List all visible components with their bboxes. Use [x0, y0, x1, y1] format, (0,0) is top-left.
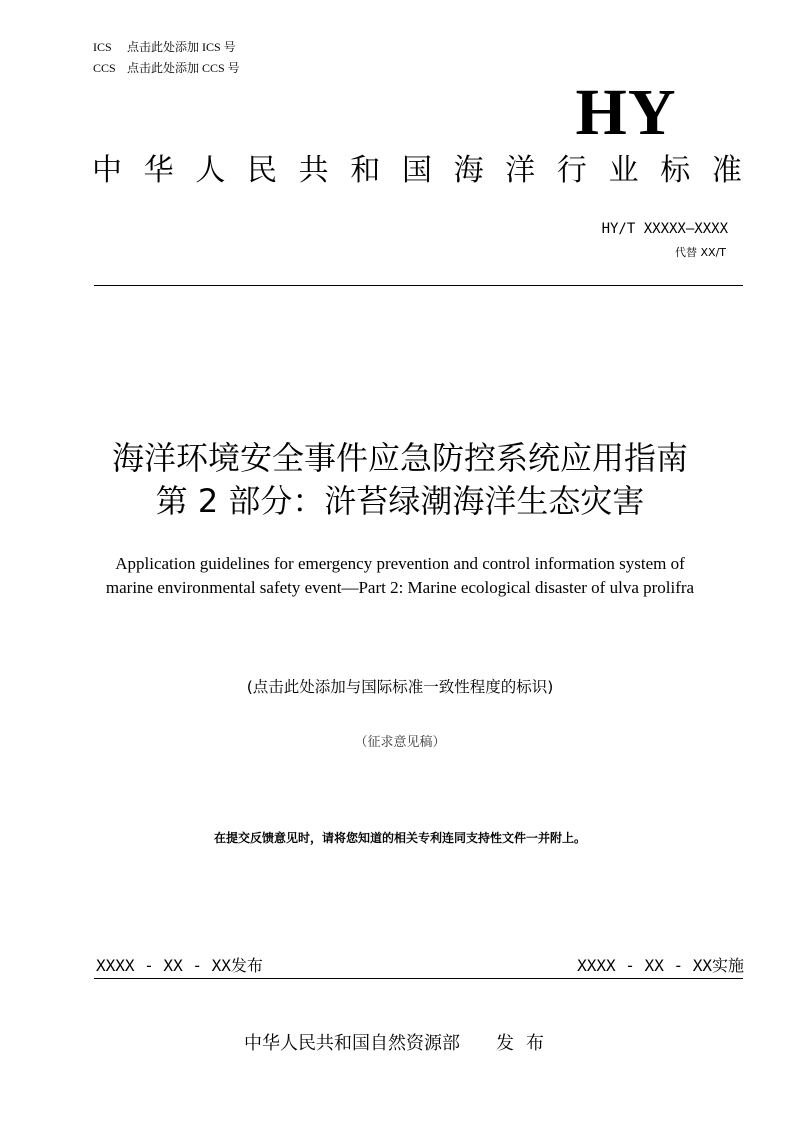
category-title-char: 海: [453, 153, 484, 188]
category-title-char: 准: [711, 153, 742, 188]
publisher-line: [0, 1032, 800, 1056]
standard-number: HY/T XXXXX—XXXX: [601, 221, 728, 237]
standard-category-title: [92, 153, 742, 189]
category-title-char: 人: [195, 153, 226, 188]
implement-date[interactable]: XXXX - XX - XX: [577, 956, 712, 975]
issue-date-line: [96, 955, 263, 977]
hy-logo: HY: [575, 76, 677, 149]
ccs-line: [93, 61, 240, 75]
draft-status: （征求意见稿）: [354, 735, 446, 750]
ics-label: ICS: [93, 40, 112, 54]
patent-feedback-notice: 在提交反馈意见时，请将您知道的相关专利连同支持性文件一并附上。: [213, 831, 586, 845]
header-divider: [94, 285, 743, 286]
publisher-name: 中华人民共和国自然资源部: [244, 1033, 460, 1054]
replaces-standard: 代替 XX/T: [675, 246, 726, 259]
chinese-title-line-1: 海洋环境安全事件应急防控系统应用指南: [111, 439, 688, 477]
category-title-char: 共: [298, 153, 329, 188]
issue-date[interactable]: XXXX - XX - XX: [96, 956, 231, 975]
ics-placeholder[interactable]: 点击此处添加 ICS 号: [127, 40, 236, 54]
category-title-char: 行: [556, 153, 587, 188]
category-title-char: 标: [660, 153, 691, 188]
category-title-char: 中: [92, 153, 122, 188]
ccs-placeholder[interactable]: 点击此处添加 CCS 号: [127, 61, 240, 75]
category-title-char: 业: [608, 153, 639, 188]
ics-line: [93, 40, 236, 54]
chinese-title-line-2: 第 2 部分：浒苔绿潮海洋生态灾害: [155, 482, 645, 520]
implement-date-line: [577, 955, 744, 977]
implement-label: 实施: [711, 956, 744, 975]
publish-verb: 发布: [496, 1033, 556, 1054]
ccs-label: CCS: [93, 61, 116, 75]
category-title-char: 民: [246, 153, 277, 188]
issue-label: 发布: [230, 956, 263, 975]
footer-divider: [94, 978, 743, 979]
english-title: Application guidelines for emergency prevention and control information system of marine environmental safety event—Part 2: Marine ecological disaster of ulva prolifra: [105, 554, 695, 597]
category-title-char: 国: [401, 153, 432, 188]
category-title-char: 洋: [505, 153, 536, 188]
consistency-placeholder[interactable]: (点击此处添加与国际标准一致性程度的标识): [246, 678, 554, 696]
category-title-char: 华: [143, 153, 174, 188]
category-title-char: 和: [350, 153, 381, 188]
